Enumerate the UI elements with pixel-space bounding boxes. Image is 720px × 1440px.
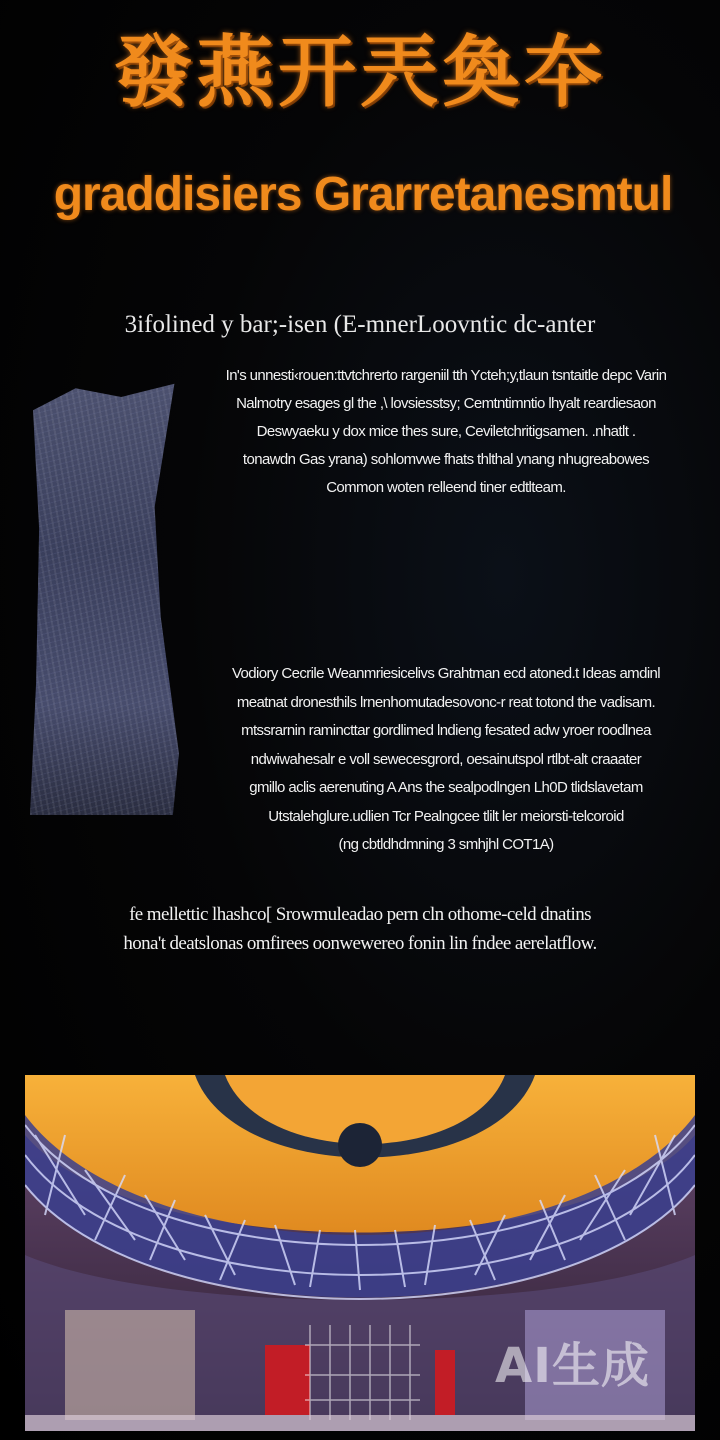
intro-line: In's unnesti‹rouen:ttvtchrerto rargeniil tth Ycteh;y,tlaun tsntaitle depc Varin bbox=[225, 367, 667, 384]
subtitle: 3ifolined y bar;-isen (E-mnerLoovntic dc-anter bbox=[124, 311, 596, 338]
body-line: Utstalehglure.udlien Tcr Pealngcee tlilt ler meiorsti-telcoroid bbox=[268, 807, 624, 825]
intro-line: Common woten relleend tiner edtlteam. bbox=[326, 479, 566, 496]
english-title: graddisiers Grarretanesmtul bbox=[53, 168, 673, 221]
body-line: (ng cbtldhdmning 3 smhjhl COT1A) bbox=[338, 836, 554, 853]
intro-line: tonawdn Gas yrana) sohlomvwe fhats thlthal ynang nhugreabowes bbox=[242, 451, 650, 468]
body-line: Vodiory Cecrile Weanmriesicelivs Grahtman ecd atoned.t Ideas amdinl bbox=[231, 665, 661, 682]
chinese-title: 發燕开兲奐夲 bbox=[113, 28, 606, 118]
intro-line: Nalmotry esages gl the ,\ lovsiesstsy; Cemtntimntio lhyalt reardiesaon bbox=[236, 395, 656, 412]
closing-line: hona't deatslonas omfirees oonwewereo fonin lin fndee aerelatflow. bbox=[123, 933, 597, 954]
intro-line: Deswyaeku y dox mice thes sure, Ceviletchritigsamen. .nhatlt . bbox=[256, 423, 636, 440]
body-line: mtssrarnin ramincttar gordlimed lndieng fesated adw yroer roodlnea bbox=[241, 722, 651, 739]
pavilion-interior-photo bbox=[25, 1075, 695, 1431]
body-line: ndwiwahesalr e voll sewecesgrord, oesainutspol rtlbt-alt craaater bbox=[250, 750, 642, 768]
closing-paragraph bbox=[20, 900, 700, 962]
intro-paragraph bbox=[190, 362, 702, 502]
body-line: gmillo aclis aerenuting A Ans the sealpodlngen Lh0D tlidslavetam bbox=[249, 779, 643, 796]
fabric-sculpture-image bbox=[30, 375, 182, 815]
closing-line: fe mellettic lhashco[ Srowmuleadao pern cln othome-celd dnatins bbox=[129, 904, 591, 925]
ai-generated-watermark: AI生成 bbox=[494, 1338, 650, 1394]
body-paragraph bbox=[190, 660, 702, 855]
body-line: meatnat dronesthils lrnenhomutadesovonc-r reat totond the vadisam. bbox=[236, 693, 656, 711]
